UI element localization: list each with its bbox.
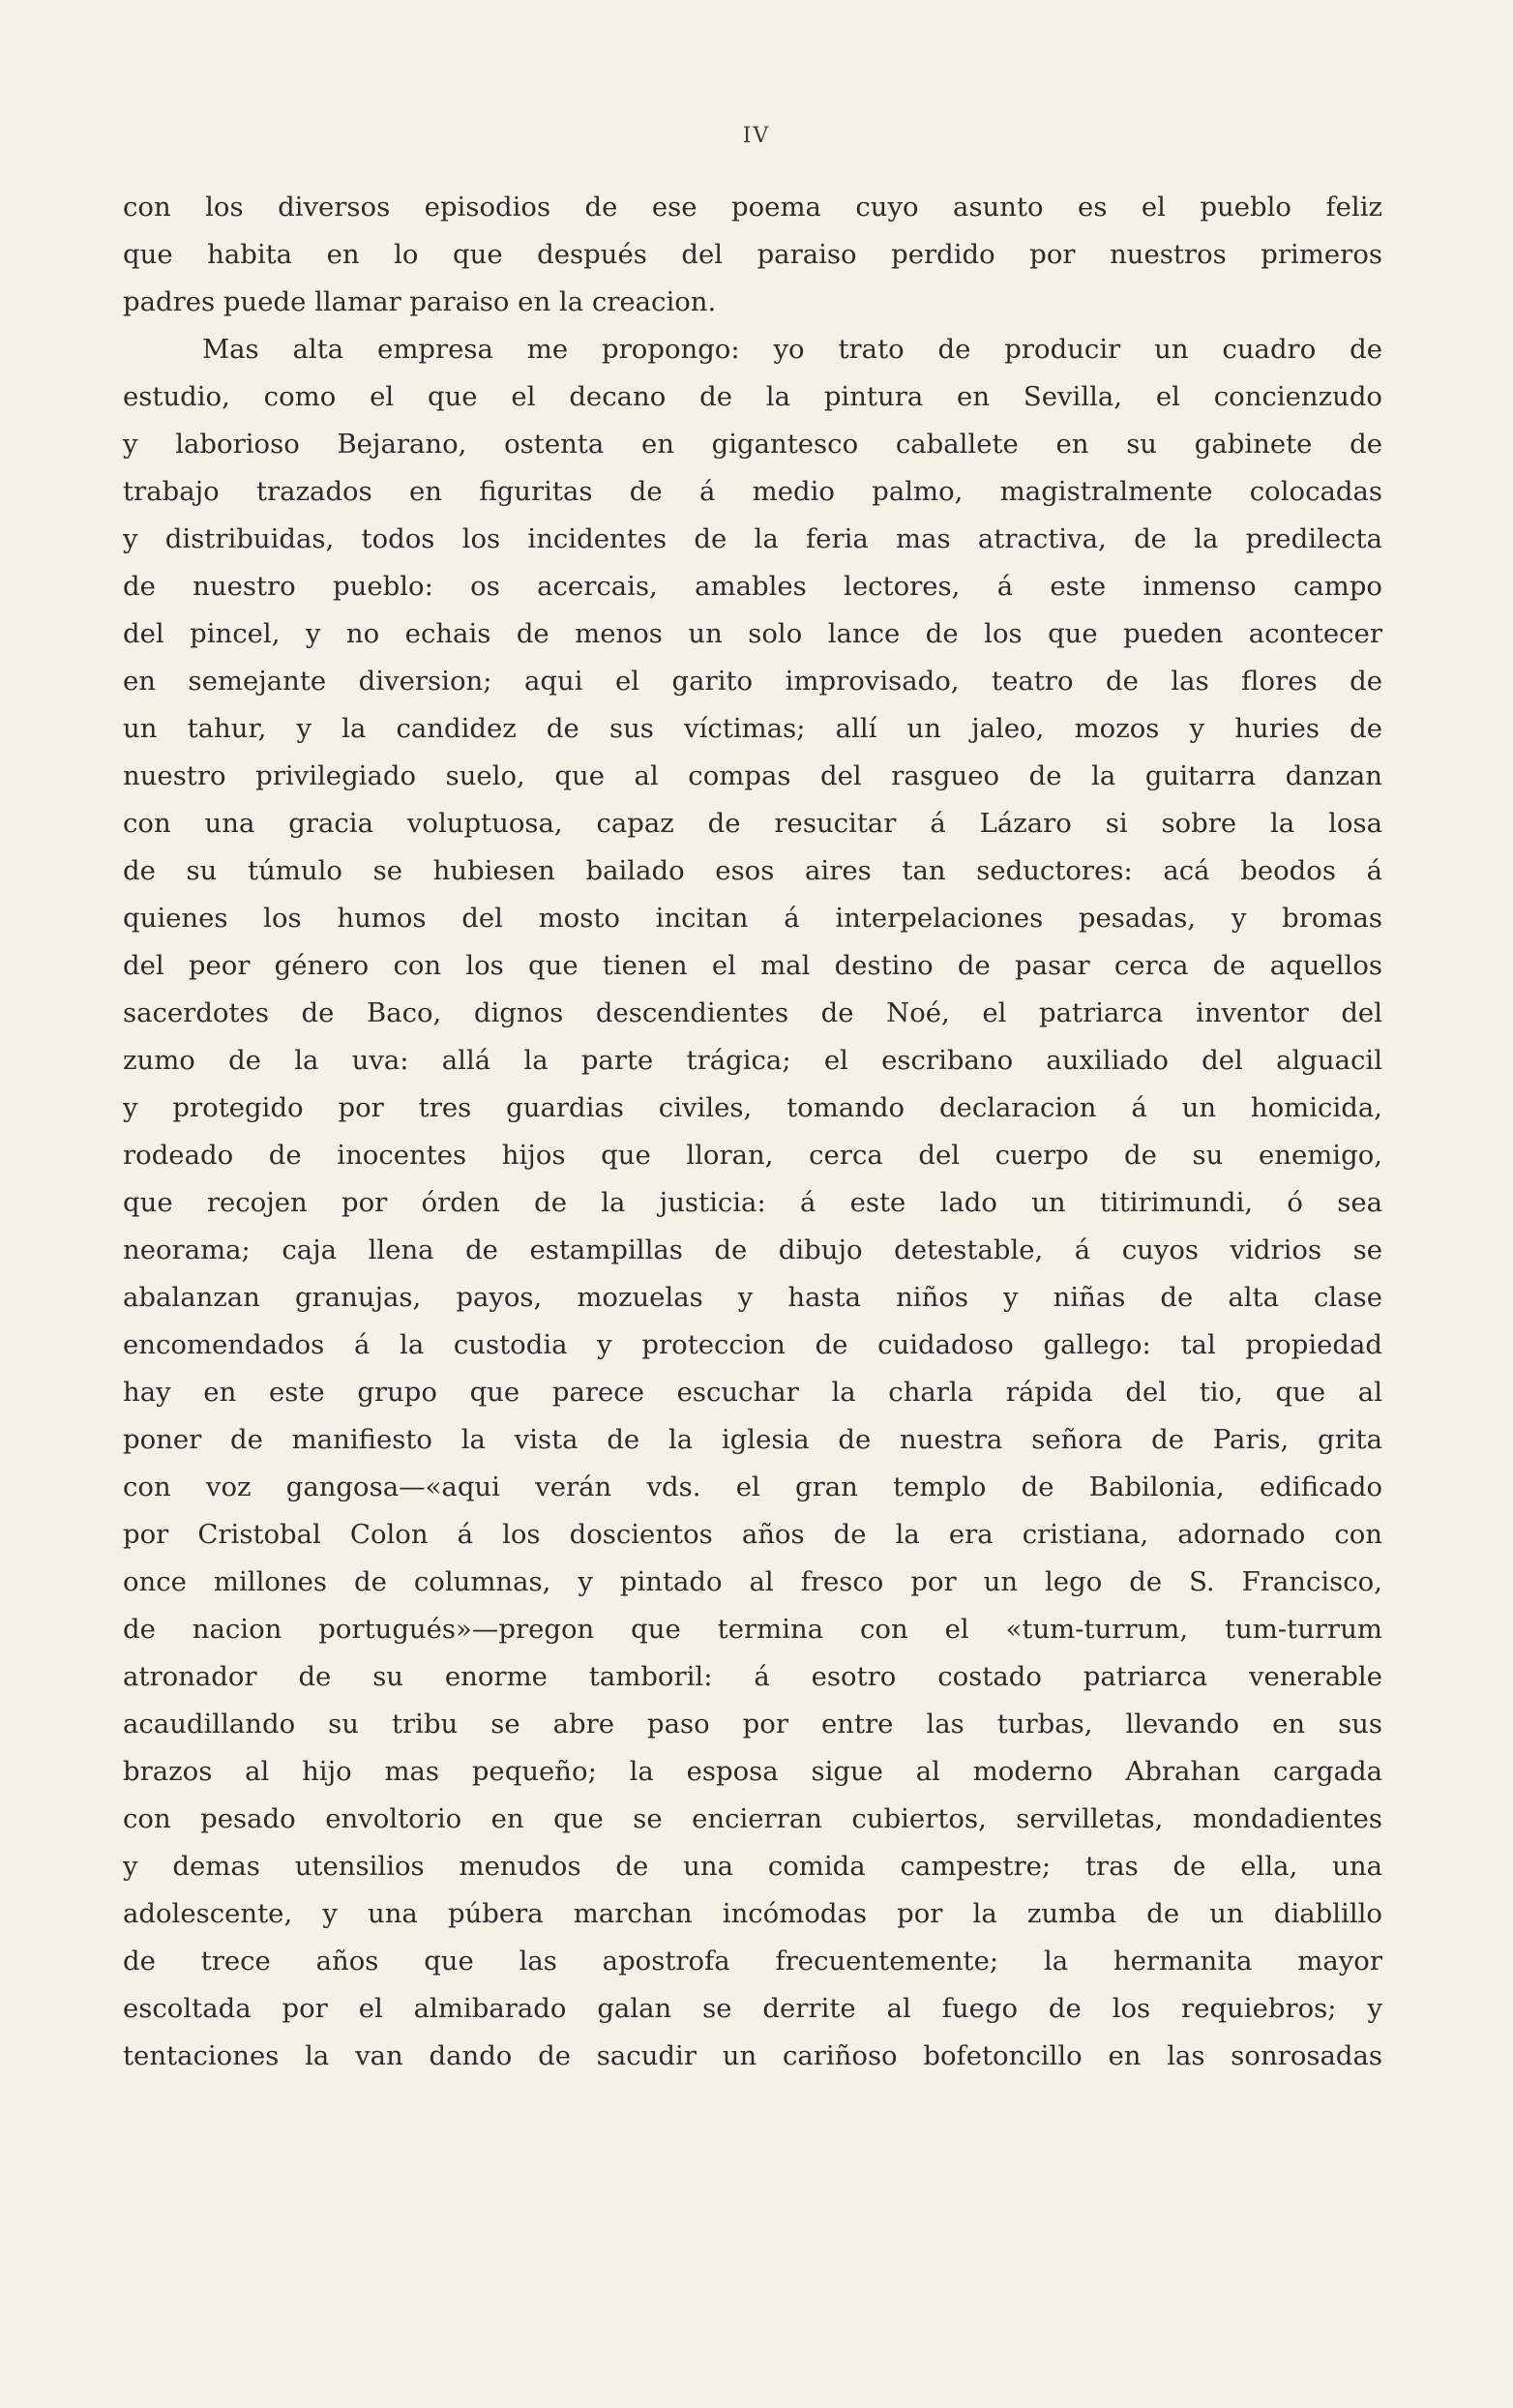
text-line: hay en este grupo que parece escuchar la charla rápida del tio, que al <box>123 1377 1382 1408</box>
text-line: abalanzan granujas, payos, mozuelas y hasta niños y niñas de alta clase <box>123 1282 1382 1313</box>
text-line: poner de manifiesto la vista de la iglesia de nuestra señora de Paris, grita <box>123 1424 1382 1455</box>
text-line: con voz gangosa—«aqui verán vds. el gran templo de Babilonia, edificado <box>123 1472 1382 1502</box>
text-line: encomendados á la custodia y proteccion de cuidadoso gallego: tal propiedad <box>123 1329 1382 1360</box>
text-line: trabajo trazados en figuritas de á medio palmo, magistralmente colocadas <box>123 476 1382 507</box>
text-line: atronador de su enorme tamboril: á esotro costado patriarca venerable <box>123 1661 1382 1692</box>
text-line: con una gracia voluptuosa, capaz de resucitar á Lázaro si sobre la losa <box>123 808 1382 839</box>
text-line: con pesado envoltorio en que se encierran cubiertos, servilletas, mondadientes <box>123 1803 1382 1834</box>
page-number: IV <box>742 124 771 148</box>
text-line: y protegido por tres guardias civiles, tomando declaracion á un homicida, <box>123 1092 1382 1123</box>
text-line: escoltada por el almibarado galan se derrite al fuego de los requiebros; y <box>123 1993 1382 2024</box>
text-line: quienes los humos del mosto incitan á interpelaciones pesadas, y bromas <box>123 903 1382 934</box>
text-line: un tahur, y la candidez de sus víctimas; allí un jaleo, mozos y huries de <box>123 713 1382 744</box>
text-line: con los diversos episodios de ese poema cuyo asunto es el pueblo feliz <box>123 192 1382 223</box>
text-line: estudio, como el que el decano de la pintura en Sevilla, el concienzudo <box>123 381 1382 412</box>
text-line: del pincel, y no echais de menos un solo lance de los que pueden acontecer <box>123 618 1382 649</box>
text-line: por Cristobal Colon á los doscientos años de la era cristiana, adornado con <box>123 1519 1382 1550</box>
text-line: del peor género con los que tienen el mal destino de pasar cerca de aquellos <box>123 950 1382 981</box>
text-line: rodeado de inocentes hijos que lloran, cerca del cuerpo de su enemigo, <box>123 1140 1382 1171</box>
text-line: de nacion portugués»—pregon que termina con el «tum-turrum, tum-turrum <box>123 1614 1382 1645</box>
text-line: adolescente, y una púbera marchan incómodas por la zumba de un diablillo <box>123 1898 1382 1929</box>
text-line: brazos al hijo mas pequeño; la esposa sigue al moderno Abrahan cargada <box>123 1756 1382 1787</box>
text-line: Mas alta empresa me propongo: yo trato de producir un cuadro de <box>202 334 1382 365</box>
text-line: acaudillando su tribu se abre paso por entre las turbas, llevando en sus <box>123 1709 1382 1739</box>
text-line: de trece años que las apostrofa frecuentemente; la hermanita mayor <box>123 1946 1382 1977</box>
text-line: de nuestro pueblo: os acercais, amables lectores, á este inmenso campo <box>123 571 1382 602</box>
body-text <box>123 184 1382 2080</box>
text-line: que recojen por órden de la justicia: á este lado un titirimundi, ó sea <box>123 1187 1382 1218</box>
text-line: nuestro privilegiado suelo, que al compas del rasgueo de la guitarra danzan <box>123 760 1382 791</box>
text-line: que habita en lo que después del paraiso perdido por nuestros primeros <box>123 239 1382 270</box>
text-line: y demas utensilios menudos de una comida campestre; tras de ella, una <box>123 1851 1382 1882</box>
text-line: y distribuidas, todos los incidentes de la feria mas atractiva, de la predilecta <box>123 523 1382 554</box>
text-line: en semejante diversion; aqui el garito improvisado, teatro de las flores de <box>123 666 1382 697</box>
text-line: tentaciones la van dando de sacudir un cariñoso bofetoncillo en las sonrosadas <box>123 2040 1382 2071</box>
text-line: sacerdotes de Baco, dignos descendientes de Noé, el patriarca inventor del <box>123 997 1382 1028</box>
text-line: y laborioso Bejarano, ostenta en gigantesco caballete en su gabinete de <box>123 429 1382 460</box>
text-line: de su túmulo se hubiesen bailado esos aires tan seductores: acá beodos á <box>123 855 1382 886</box>
text-line: padres puede llamar paraiso en la creacion. <box>123 286 717 317</box>
text-line: zumo de la uva: allá la parte trágica; el escribano auxiliado del alguacil <box>123 1045 1382 1076</box>
text-line: once millones de columnas, y pintado al fresco por un lego de S. Francisco, <box>123 1566 1382 1597</box>
text-line: neorama; caja llena de estampillas de dibujo detestable, á cuyos vidrios se <box>123 1234 1382 1265</box>
